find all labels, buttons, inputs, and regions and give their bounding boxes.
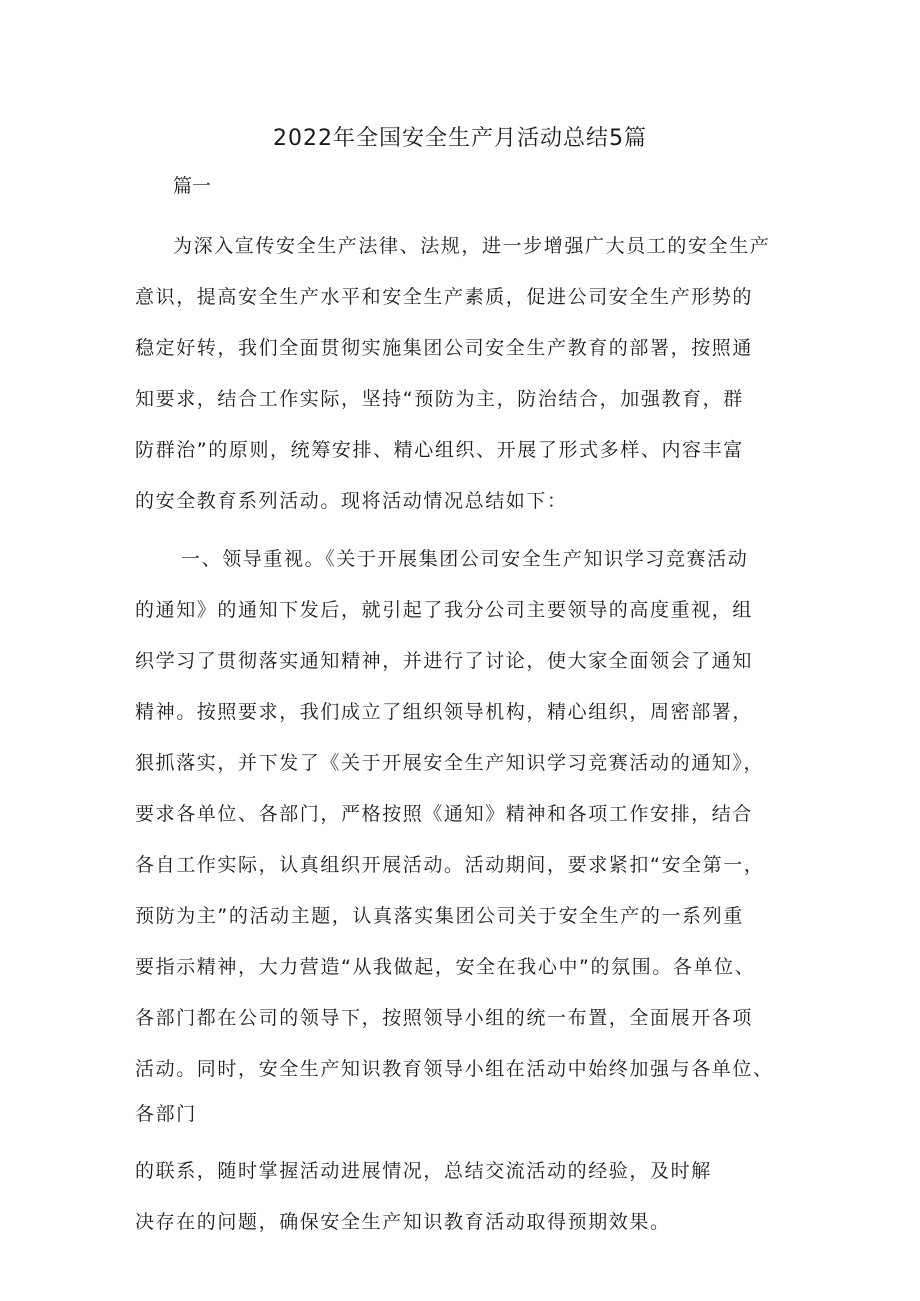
paragraph-line: 各部门都在公司的领导下，按照领导小组的统一布置，全面展开各项 bbox=[135, 1007, 754, 1029]
paragraph-line: 意识，提高安全生产水平和安全生产素质，促进公司安全生产形势的 bbox=[135, 286, 754, 308]
paragraph-line: 防群治”的原则，统筹安排、精心组织、开展了形式多样、内容丰富 bbox=[135, 439, 744, 461]
paragraph-line: 要求各单位、各部门，严格按照《通知》精神和各项工作安排，结合 bbox=[135, 803, 754, 825]
paragraph-line: 活动。同时，安全生产知识教育领导小组在活动中始终加强与各单位、 bbox=[135, 1058, 774, 1080]
paragraph-line: 稳定好转，我们全面贯彻实施集团公司安全生产教育的部署，按照通 bbox=[135, 337, 754, 359]
paragraph-line: 各自工作实际，认真组织开展活动。活动期间，要求紧扣“安全第一， bbox=[135, 854, 765, 876]
paragraph-line: 织学习了贯彻落实通知精神，并进行了讨论，使大家全面领会了通知 bbox=[135, 650, 754, 672]
paragraph-line: 狠抓落实，并下发了《关于开展安全生产知识学习竞赛活动的通知》， bbox=[135, 752, 765, 774]
paragraph-line: 的联系，随时掌握活动进展情况，总结交流活动的经验，及时解 bbox=[135, 1160, 712, 1182]
paragraph-line: 的安全教育系列活动。现将活动情况总结如下： bbox=[135, 490, 568, 512]
paragraph-line: 预防为主”的活动主题，认真落实集团公司关于安全生产的一系列重 bbox=[135, 905, 744, 927]
paragraph-line: 精神。按照要求，我们成立了组织领导机构，精心组织，周密部署， bbox=[135, 701, 754, 723]
paragraph-line: 知要求，结合工作实际，坚持“预防为主，防治结合，加强教育，群 bbox=[135, 388, 744, 410]
paragraph-line: 为深入宣传安全生产法律、法规，进一步增强广大员工的安全生产 bbox=[173, 235, 771, 257]
paragraph-line: 的通知》的通知下发后，就引起了我分公司主要领导的高度重视，组 bbox=[135, 599, 754, 621]
paragraph-line: 决存在的问题，确保安全生产知识教育活动取得预期效果。 bbox=[135, 1211, 671, 1233]
section-label: 篇一 bbox=[173, 175, 212, 197]
paragraph-line: 各部门 bbox=[135, 1103, 197, 1125]
paragraph-line: 一、领导重视。《关于开展集团公司安全生产知识学习竞赛活动 bbox=[181, 548, 749, 570]
document-title: 2022年全国安全生产月活动总结5篇 bbox=[273, 126, 647, 151]
paragraph-line: 要指示精神，大力营造“从我做起，安全在我心中”的氛围。各单位、 bbox=[135, 956, 756, 978]
